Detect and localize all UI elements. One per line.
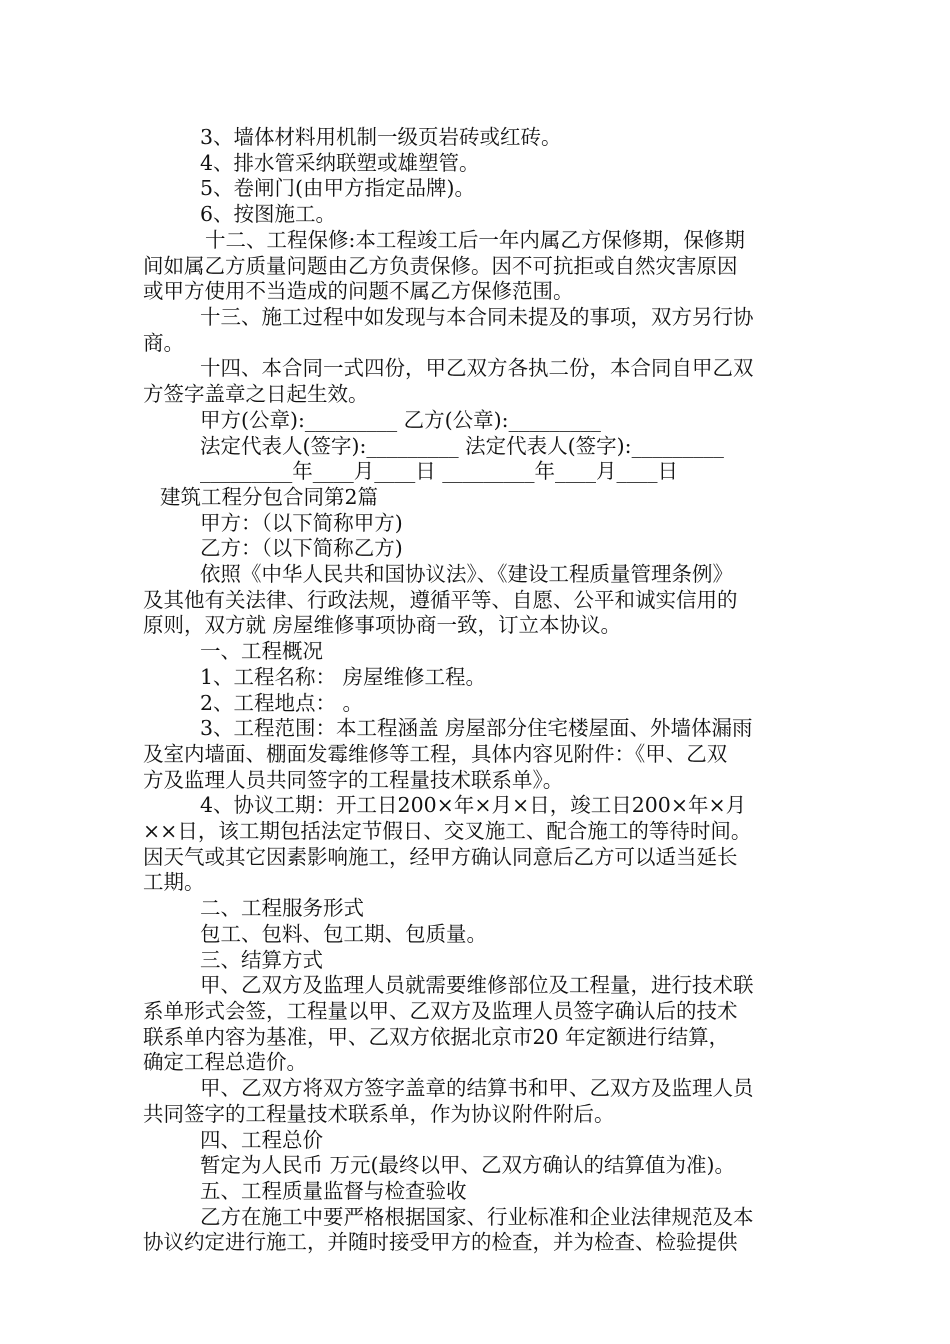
text-line: 共同签字的工程量技术联系单，作为协议附件附后。 (143, 1102, 615, 1126)
date-line: _________年____月____日 _________年____月____日 (200, 459, 679, 483)
text-line: 商。 (143, 331, 184, 355)
text-line: 联系单内容为基准，甲、乙双方依据北京市20 年定额进行结算， (143, 1025, 730, 1049)
text-line: 3、工程范围：本工程涵盖 房屋部分住宅楼屋面、外墙体漏雨 (200, 716, 753, 740)
text-line: 1、工程名称： 房屋维修工程。 (200, 665, 487, 689)
text-line: 工期。 (143, 870, 205, 894)
section-heading: 二、工程服务形式 (200, 896, 364, 920)
text-line: 系单形式会签，工程量以甲、乙双方及监理人员签字确认后的技术 (143, 999, 738, 1023)
text-line: 暂定为人民币 万元(最终以甲、乙双方确认的结算值为准)。 (200, 1153, 736, 1177)
text-line: 或甲方使用不当造成的问题不属乙方保修范围。 (143, 279, 574, 303)
text-line: 及其他有关法律、行政法规，遵循平等、自愿、公平和诚实信用的 (143, 588, 738, 612)
text-line: 乙方在施工中要严格根据国家、行业标准和企业法律规范及本 (200, 1205, 754, 1229)
signature-line: 法定代表人(签字):_________ 法定代表人(签字):_________ (200, 434, 724, 458)
section-heading: 四、工程总价 (200, 1128, 323, 1152)
text-line: ××日，该工期包括法定节假日、交叉施工、配合施工的等待时间。 (143, 819, 752, 843)
text-line: 间如属乙方质量问题由乙方负责保修。因不可抗拒或自然灾害原因 (143, 254, 738, 278)
text-line: 4、协议工期：开工日200×年×月×日，竣工日200×年×月 (200, 793, 747, 817)
section-heading: 三、结算方式 (200, 948, 323, 972)
text-line: 包工、包料、包工期、包质量。 (200, 922, 487, 946)
text-line: 4、排水管采纳联塑或雄塑管。 (200, 151, 480, 175)
text-line: 6、按图施工。 (200, 202, 337, 226)
section-heading: 五、工程质量监督与检查验收 (200, 1179, 467, 1203)
text-line: 十三、施工过程中如发现与本合同未提及的事项，双方另行协 (200, 305, 754, 329)
text-line: 甲方：（以下简称甲方) (200, 511, 403, 535)
text-line: 十二、工程保修:本工程竣工后一年内属乙方保修期，保修期 (205, 228, 745, 252)
text-line: 3、墙体材料用机制一级页岩砖或红砖。 (200, 125, 562, 149)
section-heading: 一、工程概况 (200, 639, 323, 663)
text-line: 协议约定进行施工，并随时接受甲方的检查，并为检查、检验提供 (143, 1230, 738, 1254)
signature-line: 甲方(公章):_________ 乙方(公章):_________ (200, 408, 601, 432)
text-line: 因天气或其它因素影响施工，经甲方确认同意后乙方可以适当延长 (143, 845, 738, 869)
text-line: 甲、乙双方将双方签字盖章的结算书和甲、乙双方及监理人员 (200, 1076, 754, 1100)
text-line: 甲、乙双方及监理人员就需要维修部位及工程量，进行技术联 (200, 973, 754, 997)
text-line: 5、卷闸门(由甲方指定品牌)。 (200, 176, 476, 200)
text-line: 2、工程地点： 。 (200, 691, 364, 715)
section-title: 建筑工程分包合同第2篇 (160, 485, 379, 509)
text-line: 依照《中华人民共和国协议法》、《建设工程质量管理条例》 (200, 562, 733, 586)
text-line: 及室内墙面、棚面发霉维修等工程，具体内容见附件：《甲、乙双 (143, 742, 728, 766)
text-line: 十四、本合同一式四份，甲乙双方各执二份，本合同自甲乙双 (200, 356, 754, 380)
text-line: 确定工程总造价。 (143, 1050, 307, 1074)
text-line: 乙方：（以下简称乙方) (200, 536, 403, 560)
text-line: 原则，双方就 房屋维修事项协商一致，订立本协议。 (143, 613, 622, 637)
text-line: 方及监理人员共同签字的工程量技术联系单》。 (143, 768, 564, 792)
text-line: 方签字盖章之日起生效。 (143, 382, 369, 406)
